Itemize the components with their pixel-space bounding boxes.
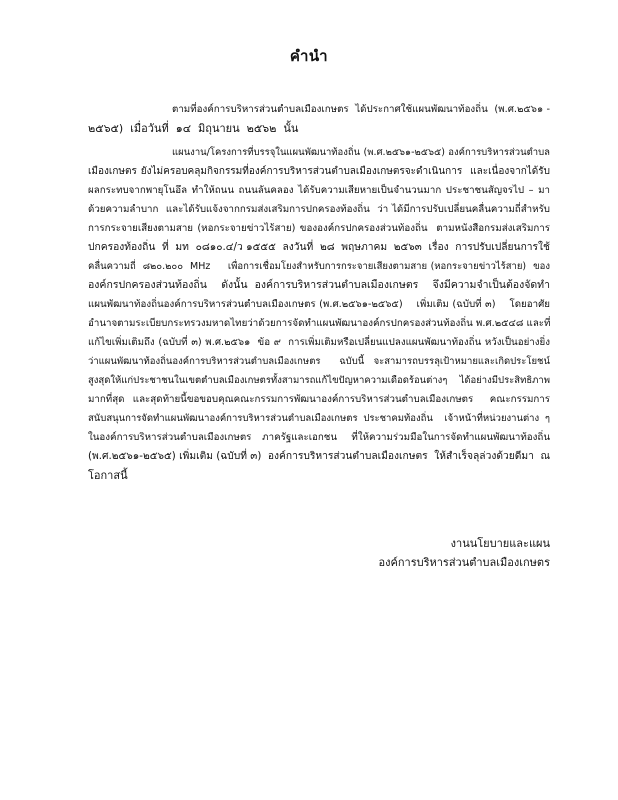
paragraph-line: คลื่นความถี่ ๘๒๐.๒๐๐ MHz เพื่อการเชื่อมโยงสำหรับการกระจายเสียงตามสาย (หอกระจายข่าวไร้สาย) ของ bbox=[88, 261, 550, 272]
paragraph-intro bbox=[88, 100, 550, 138]
paragraph-line: สนับสนุนการจัดทำแผนพัฒนาองค์การบริหารส่วนตำบลเมืองเกษตร ประชาคมท้องถิ่น เจ้าหน้าที่หน่วยงานต่าง ๆ bbox=[88, 413, 550, 424]
paragraph-line: อำนาจตามระเบียบกระทรวงมหาดไทยว่าด้วยการจัดทำแผนพัฒนาองค์กรปกครองส่วนท้องถิ่น พ.ศ.๒๕๔๘ และที่ bbox=[88, 318, 550, 329]
page-title: คำนำ bbox=[289, 47, 329, 65]
paragraph-line: ปกครองท้องถิ่น ที่ มท ๐๘๑๐.๔/ว ๑๕๕๕ ลงวันที่ ๒๘ พฤษภาคม ๒๕๖๓ เรื่อง การปรับเปลี่ยนการใช้ bbox=[88, 241, 550, 253]
paragraph-line: ๒๕๖๕) เมื่อวันที่ ๑๔ มิถุนายน ๒๕๖๒ นั้น bbox=[88, 122, 299, 135]
paragraph-line: แผนพัฒนาท้องถิ่นองค์การบริหารส่วนตำบลเมืองเกษตร (พ.ศ.๒๕๖๑-๒๕๖๕) เพิ่มเติม (ฉบับที่ ๓) โดยอาศัย bbox=[88, 299, 550, 310]
paragraph-line: เมืองเกษตร ยังไม่ครอบคลุมกิจกรรมที่องค์การบริหารส่วนตำบลเมืองเกษตรจะดำเนินการ และเนื่องจากได้รับ bbox=[88, 166, 550, 177]
paragraph-line: สูงสุดให้แก่ประชาชนในเขตตำบลเมืองเกษตรทั้งสามารถแก้ไขปัญหาความเดือดร้อนต่างๆ ได้อย่างมีประสิทธิภาพ bbox=[88, 375, 550, 386]
paragraph-line: โอกาสนี้ bbox=[88, 469, 128, 482]
signature-organization: องค์การบริหารส่วนตำบลเมืองเกษตร bbox=[378, 556, 550, 569]
paragraph-line: แก้ไขเพิ่มเติมถึง (ฉบับที่ ๓) พ.ศ.๒๕๖๑ ข้อ ๙ การเพิ่มเติมหรือเปลี่ยนแปลงแผนพัฒนาท้องถิ่น หวังเป็นอย่างยิ่ง bbox=[88, 337, 550, 348]
paragraph-line: ตามที่องค์การบริหารส่วนตำบลเมืองเกษตร ได้ประกาศใช้แผนพัฒนาท้องถิ่น (พ.ศ.๒๕๖๑ - bbox=[172, 104, 550, 115]
paragraph-line: มากที่สุด และสุดท้ายนี้ขอขอบคุณคณะกรรมการพัฒนาองค์การบริหารส่วนตำบลเมืองเกษตร คณะกรรมการ bbox=[88, 394, 550, 405]
paragraph-line: แผนงาน/โครงการที่บรรจุในแผนพัฒนาท้องถิ่น (พ.ศ.๒๕๖๑-๒๕๖๕) องค์การบริหารส่วนตำบล bbox=[172, 147, 550, 158]
paragraph-line: องค์กรปกครองส่วนท้องถิ่น ดังนั้น องค์การบริหารส่วนตำบลเมืองเกษตร จึงมีความจำเป็นต้องจัดทำ bbox=[88, 279, 550, 291]
paragraph-body bbox=[88, 143, 550, 485]
paragraph-line: ผลกระทบจากพายุโนอึล ทำให้ถนน ถนนลันคลอง ได้รับความเสียหายเป็นจำนวนมาก ประชาชนสัญจรไป – มา bbox=[88, 185, 550, 196]
paragraph-line: (พ.ศ.๒๕๖๑-๒๕๖๕) เพิ่มเติม (ฉบับที่ ๓) องค์การบริหารส่วนตำบลเมืองเกษตร ให้สำเร็จลุล่วงด้วยดีมา ณ bbox=[88, 450, 550, 462]
paragraph-line: ว่าแผนพัฒนาท้องถิ่นองค์การบริหารส่วนตำบลเมืองเกษตร ฉบับนี้ จะสามารถบรรลุเป้าหมายและเกิดประโยชน์ bbox=[88, 356, 550, 367]
signature-department: งานนโยบายและแผน bbox=[450, 537, 550, 550]
paragraph-line: ในองค์การบริหารส่วนตำบลเมืองเกษตร ภาครัฐและเอกชน ที่ให้ความร่วมมือในการจัดทำแผนพัฒนาท้องถิ่น bbox=[88, 432, 550, 443]
paragraph-line: การกระจายเสียงตามสาย (หอกระจายข่าวไร้สาย) ขององค์กรปกครองส่วนท้องถิ่น ตามหนังสือกรมส่งเสริมการ bbox=[88, 223, 550, 234]
paragraph-line: ด้วยความลำบาก และได้รับแจ้งจากกรมส่งเสริมการปกครองท้องถิ่น ว่า ได้มีการปรับเปลี่ยนคลื่นความถี่สำหรับ bbox=[88, 204, 550, 215]
